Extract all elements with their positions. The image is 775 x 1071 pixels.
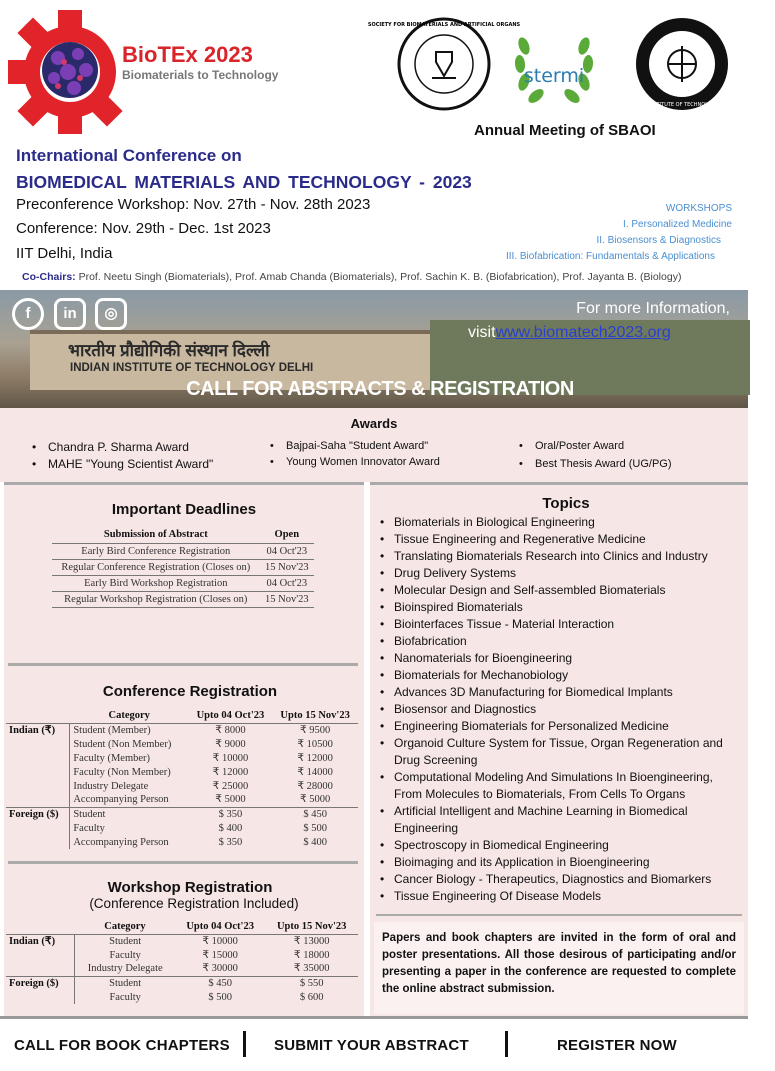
col-header: Upto 04 Oct'23 bbox=[175, 920, 265, 934]
venue: IIT Delhi, India bbox=[16, 245, 113, 262]
reg-category: Industry Delegate bbox=[75, 962, 175, 976]
topic-item: • Cancer Biology - Therapeutics, Diagnostics and Biomarkers bbox=[380, 871, 740, 888]
topic-item: • Biosensor and Diagnostics bbox=[380, 701, 740, 718]
sbaoi-seal-logo bbox=[367, 16, 521, 112]
divider bbox=[4, 482, 364, 485]
topic-item: • Translating Biomaterials Research into Clinics and Industry bbox=[380, 548, 740, 565]
workshop-registration-table bbox=[6, 920, 358, 1004]
deadline-date: 15 Nov'23 bbox=[260, 560, 314, 576]
topic-item: • Bioimaging and its Application in Bioengineering bbox=[380, 854, 740, 871]
topic-item: • Artificial Intelligent and Machine Learning in Biomedical Engineering bbox=[380, 803, 740, 837]
award-label: Oral/Poster Award bbox=[535, 440, 625, 452]
topic-item: • Nanomaterials for Bioengineering bbox=[380, 650, 740, 667]
seal-left-text: SOCIETY FOR BIOMATERIALS AND ARTIFICIAL ORGANS bbox=[367, 22, 521, 28]
topic-item: • Biofabrication bbox=[380, 633, 740, 650]
stermi-text: stermi bbox=[523, 65, 585, 87]
deadline-label: Regular Conference Registration (Closes on) bbox=[52, 560, 260, 576]
stermi-logo bbox=[506, 16, 602, 112]
reg-fee-early: ₹ 5000 bbox=[215, 794, 246, 806]
co-chairs bbox=[22, 271, 681, 283]
awards-title: Awards bbox=[350, 416, 398, 431]
reg-fee-early: ₹ 25000 bbox=[212, 780, 249, 792]
reg-category: Accompanying Person bbox=[70, 835, 189, 849]
col-header: Upto 04 Oct'23 bbox=[189, 709, 273, 723]
reg-fee-early: ₹ 30000 bbox=[202, 963, 238, 975]
linkedin-icon[interactable]: in bbox=[54, 298, 86, 330]
reg-category: Accompanying Person bbox=[70, 793, 189, 807]
topic-item: • Bioinspired Biomaterials bbox=[380, 599, 740, 616]
deadline-label: Early Bird Conference Registration bbox=[52, 544, 260, 560]
iit-delhi-seal-logo bbox=[628, 16, 736, 112]
indian-label: Indian (₹) bbox=[9, 935, 56, 947]
award-item: • Young Women Innovator Award bbox=[270, 456, 440, 468]
reg-category: Student bbox=[75, 934, 175, 948]
conference-title-line1: International Conference on bbox=[16, 146, 242, 165]
reg-category: Faculty (Non Member) bbox=[70, 765, 189, 779]
reg-fee-regular: ₹ 18000 bbox=[293, 949, 330, 961]
co-chairs-label: Co-Chairs: bbox=[22, 271, 76, 283]
reg-fee-regular: $ 500 bbox=[303, 822, 327, 834]
award-item: • Bajpai-Saha "Student Award" bbox=[270, 440, 429, 452]
submit-abstract-button[interactable]: SUBMIT YOUR ABSTRACT bbox=[274, 1037, 469, 1054]
annual-meeting: Annual Meeting of SBAOI bbox=[474, 122, 656, 139]
col-header: Category bbox=[70, 709, 189, 723]
reg-fee-early: $ 400 bbox=[218, 822, 243, 834]
footer-separator bbox=[505, 1031, 508, 1057]
visit-text bbox=[468, 324, 671, 342]
iit-delhi-banner bbox=[0, 290, 748, 408]
award-label: Chandra P. Sharma Award bbox=[48, 440, 189, 454]
topics-title: Topics bbox=[542, 495, 590, 512]
seal-right-text: INDIAN INSTITUTE OF TECHNOLOGY DELHI bbox=[628, 102, 736, 108]
divider bbox=[370, 482, 748, 485]
topic-item: • Biomaterials in Biological Engineering bbox=[380, 514, 740, 531]
award-item: • Oral/Poster Award bbox=[519, 440, 625, 452]
topic-item: • Organoid Culture System for Tissue, Organ Regeneration and Drug Screening bbox=[380, 735, 740, 769]
more-info-text: For more Information, bbox=[576, 300, 730, 317]
award-label: Young Women Innovator Award bbox=[286, 456, 440, 468]
conference-registration-title: Conference Registration bbox=[102, 683, 278, 700]
website-link[interactable]: www.biomatech2023.org bbox=[495, 324, 671, 341]
award-item: • Chandra P. Sharma Award bbox=[32, 440, 189, 454]
deadline-label: Regular Workshop Registration (Closes on) bbox=[52, 592, 260, 608]
reg-fee-regular: $ 450 bbox=[272, 807, 358, 821]
divider bbox=[376, 914, 742, 916]
reg-category: Student bbox=[70, 807, 189, 821]
col-header: Upto 15 Nov'23 bbox=[272, 709, 358, 723]
topic-item: • Spectroscopy in Biomedical Engineering bbox=[380, 837, 740, 854]
reg-fee-early: $ 500 bbox=[208, 991, 232, 1003]
deadline-header: Open bbox=[260, 526, 314, 544]
divider bbox=[8, 861, 358, 864]
reg-fee-regular: ₹ 12000 bbox=[297, 752, 333, 764]
workshop-item: III. Biofabrication: Fundamentals & Applications bbox=[505, 251, 715, 262]
reg-fee-regular: $ 600 bbox=[299, 991, 324, 1003]
deadlines-table bbox=[52, 526, 314, 608]
topic-item: • Tissue Engineering Of Disease Models bbox=[380, 888, 740, 905]
deadline-header: Submission of Abstract bbox=[52, 526, 260, 544]
reg-fee-regular: ₹ 35000 bbox=[293, 963, 330, 975]
col-header: Upto 15 Nov'23 bbox=[265, 920, 358, 934]
workshop-registration-subtitle: (Conference Registration Included) bbox=[89, 896, 299, 911]
indian-label: Indian (₹) bbox=[9, 724, 56, 736]
reg-fee-early: ₹ 15000 bbox=[202, 949, 238, 961]
reg-fee-early: ₹ 10000 bbox=[202, 935, 238, 947]
foreign-label: Foreign ($) bbox=[6, 807, 70, 849]
reg-fee-early: ₹ 10000 bbox=[212, 752, 249, 764]
topic-item: • Biointerfaces Tissue - Material Interaction bbox=[380, 616, 740, 633]
reg-category: Student (Member) bbox=[70, 723, 189, 737]
footer-divider bbox=[0, 1016, 748, 1019]
reg-fee-regular: ₹ 9500 bbox=[299, 724, 331, 736]
reg-fee-regular: ₹ 5000 bbox=[299, 794, 331, 806]
reg-fee-regular: ₹ 14000 bbox=[297, 766, 333, 778]
topic-item: • Engineering Biomaterials for Personalized Medicine bbox=[380, 718, 740, 735]
register-now-button[interactable]: REGISTER NOW bbox=[557, 1037, 677, 1054]
topic-item: • Computational Modeling And Simulations In Bioengineering, From Molecules to Biomaterials, From Cells To Organs bbox=[380, 769, 740, 803]
reg-category: Faculty bbox=[75, 990, 175, 1004]
call-for-book-chapters-button[interactable]: CALL FOR BOOK CHAPTERS bbox=[14, 1037, 230, 1054]
deadline-date: 04 Oct'23 bbox=[260, 544, 314, 560]
award-item: • Best Thesis Award (UG/PG) bbox=[519, 458, 672, 470]
reg-fee-early: $ 350 bbox=[189, 807, 273, 821]
banner-english-text: INDIAN INSTITUTE OF TECHNOLOGY DELHI bbox=[70, 362, 314, 374]
reg-category: Student bbox=[75, 976, 175, 990]
deadline-date: 15 Nov'23 bbox=[260, 592, 314, 608]
reg-fee-early: $ 350 bbox=[218, 836, 243, 848]
reg-fee-regular: $ 550 bbox=[265, 976, 358, 990]
deadlines-title: Important Deadlines bbox=[111, 501, 257, 518]
reg-category: Student (Non Member) bbox=[70, 737, 189, 751]
topic-item: • Biomaterials for Mechanobiology bbox=[380, 667, 740, 684]
facebook-icon[interactable]: f bbox=[12, 298, 44, 330]
biotex-gear-logo bbox=[8, 8, 138, 136]
call-for-abstracts-heading: CALL FOR ABSTRACTS & REGISTRATION bbox=[186, 378, 574, 400]
reg-category: Industry Delegate bbox=[70, 779, 189, 793]
reg-category: Faculty bbox=[70, 821, 189, 835]
workshop-registration-title: Workshop Registration bbox=[107, 879, 273, 896]
deadline-label: Early Bird Workshop Registration bbox=[52, 576, 260, 592]
workshop-item: I. Personalized Medicine bbox=[623, 219, 732, 230]
award-label: Best Thesis Award (UG/PG) bbox=[535, 458, 672, 470]
conference-dates: Conference: Nov. 29th - Dec. 1st 2023 bbox=[16, 220, 271, 237]
instagram-icon[interactable]: ◎ bbox=[95, 298, 127, 330]
logo-title: BioTEx 2023 bbox=[122, 42, 253, 67]
co-chairs-names: Prof. Neetu Singh (Biomaterials), Prof. Amab Chanda (Biomaterials), Prof. Sachin K. B. (Biofabrication), Prof. Jayanta B. (Biology) bbox=[78, 271, 682, 283]
preconference-dates: Preconference Workshop: Nov. 27th - Nov. 28th 2023 bbox=[16, 196, 371, 213]
topic-item: • Molecular Design and Self-assembled Biomaterials bbox=[380, 582, 740, 599]
reg-fee-early: ₹ 12000 bbox=[212, 766, 249, 778]
logo-subtitle: Biomaterials to Technology bbox=[122, 68, 279, 82]
conference-title-line2: BIOMEDICAL MATERIALS AND TECHNOLOGY - 2023 bbox=[16, 172, 472, 192]
footer-separator bbox=[243, 1031, 246, 1057]
workshops-title: WORKSHOPS bbox=[665, 203, 732, 214]
reg-fee-early: $ 450 bbox=[175, 976, 265, 990]
reg-fee-regular: ₹ 10500 bbox=[297, 738, 333, 750]
topic-item: • Tissue Engineering and Regenerative Medicine bbox=[380, 531, 740, 548]
visit-label: visit bbox=[468, 324, 496, 341]
reg-category: Faculty (Member) bbox=[70, 751, 189, 765]
reg-fee-early: ₹ 9000 bbox=[215, 738, 246, 750]
banner-hindi-text: भारतीय प्रौद्योगिकी संस्थान दिल्ली bbox=[68, 341, 270, 360]
reg-category: Faculty bbox=[75, 948, 175, 962]
award-label: MAHE "Young Scientist Award" bbox=[48, 457, 214, 471]
reg-fee-regular: ₹ 13000 bbox=[293, 935, 330, 947]
topic-item: • Advances 3D Manufacturing for Biomedical Implants bbox=[380, 684, 740, 701]
conference-registration-table bbox=[6, 709, 358, 849]
divider bbox=[8, 663, 358, 666]
col-header: Category bbox=[75, 920, 175, 934]
workshop-item: II. Biosensors & Diagnostics bbox=[596, 235, 721, 246]
papers-invitation: Papers and book chapters are invited in the form of oral and poster presentations. All those desirous of participating and/or presenting a paper in the conference are requested to complete the online abstract submission. bbox=[374, 922, 744, 1014]
reg-fee-early: ₹ 8000 bbox=[215, 724, 246, 736]
foreign-label: Foreign ($) bbox=[6, 976, 75, 1004]
award-item: • MAHE "Young Scientist Award" bbox=[32, 457, 214, 471]
topics-list bbox=[380, 514, 740, 905]
reg-fee-regular: $ 400 bbox=[303, 836, 327, 848]
reg-fee-regular: ₹ 28000 bbox=[297, 780, 333, 792]
topic-item: • Drug Delivery Systems bbox=[380, 565, 740, 582]
deadline-date: 04 Oct'23 bbox=[260, 576, 314, 592]
award-label: Bajpai-Saha "Student Award" bbox=[286, 440, 429, 452]
